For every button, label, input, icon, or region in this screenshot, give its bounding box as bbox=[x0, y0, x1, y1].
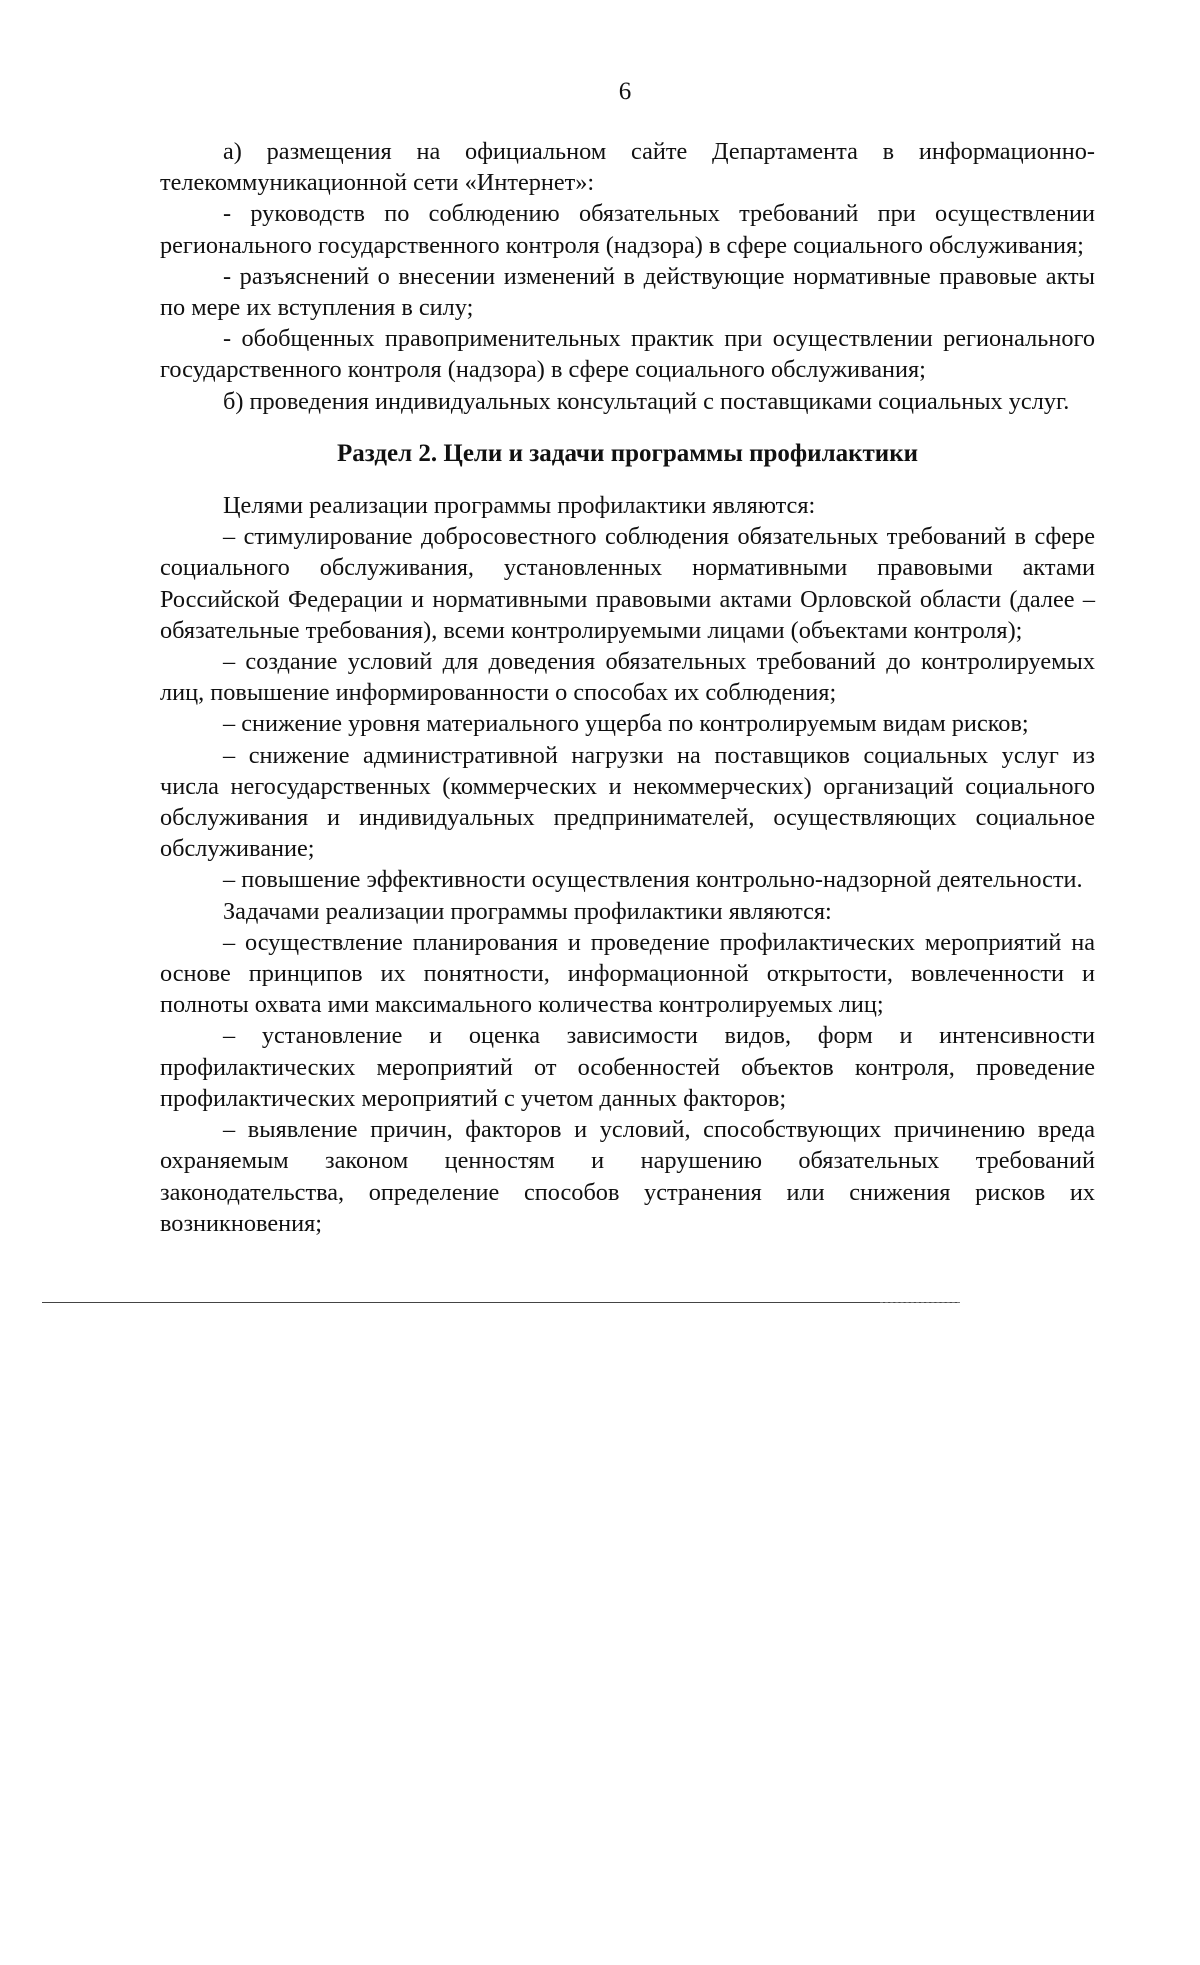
goals-intro: Целями реализации программы профилактики являются: bbox=[223, 492, 816, 520]
footer-divider bbox=[42, 1302, 957, 1303]
list-item-clarifications: - разъяснений о внесении изменений в действующие нормативные правовые акты по мере их вступления в силу; bbox=[160, 262, 1095, 322]
section-title: Раздел 2. Цели и задачи программы профилактики bbox=[336, 439, 919, 467]
goal-item: – создание условий для доведения обязательных требований до контролируемых лиц, повышение информированности о способах их соблюдения; bbox=[160, 648, 1095, 707]
footer-divider-tail bbox=[880, 1302, 960, 1303]
page-number: 6 bbox=[618, 78, 632, 105]
paragraph-a: а) размещения на официальном сайте Департамента в информационно-телекоммуникационной сети «Интернет»: bbox=[160, 138, 1095, 197]
document-body bbox=[160, 136, 1095, 1239]
tasks-intro: Задачами реализации программы профилактики являются: bbox=[223, 897, 832, 925]
list-item-guides: - руководств по соблюдению обязательных требований при осуществлении регионального государственного контроля (надзора) в сфере социального обслуживания; bbox=[160, 200, 1095, 259]
task-item: – выявление причин, факторов и условий, способствующих причинению вреда охраняемым законом ценностям и нарушению обязательных требований законодательства, определение способов устранения или снижения рисков их возникновения; bbox=[160, 1116, 1095, 1237]
goal-item: – снижение уровня материального ущерба по контролируемым видам рисков; bbox=[223, 710, 1029, 738]
task-item: – осуществление планирования и проведение профилактических мероприятий на основе принципов их понятности, информационной открытости, вовлеченности и полноты охвата ими максимального количества контролируемых лиц; bbox=[160, 928, 1095, 1019]
goal-item: – повышение эффективности осуществления контрольно-надзорной деятельности. bbox=[223, 866, 1083, 894]
goal-item: – стимулирование добросовестного соблюдения обязательных требований в сфере социального обслуживания, установленных нормативными правовыми актами Российской Федерации и нормативными правовыми актами Орловской области (далее – обязательные требования), всеми контролируемыми лицами (объектами контроля); bbox=[160, 523, 1095, 644]
task-item: – установление и оценка зависимости видов, форм и интенсивности профилактических мероприятий от особенностей объектов контроля, проведение профилактических мероприятий с учетом данных факторов; bbox=[160, 1022, 1095, 1112]
list-item-practices: - обобщенных правоприменительных практик при осуществлении регионального государственного контроля (надзора) в сфере социального обслуживания; bbox=[160, 325, 1095, 384]
goal-item: – снижение административной нагрузки на поставщиков социальных услуг из числа негосударственных (коммерческих и некоммерческих) организаций социального обслуживания и индивидуальных предпринимателей, осуществляющих социальное обслуживание; bbox=[160, 741, 1095, 863]
paragraph-b: б) проведения индивидуальных консультаций с поставщиками социальных услуг. bbox=[223, 387, 1070, 415]
